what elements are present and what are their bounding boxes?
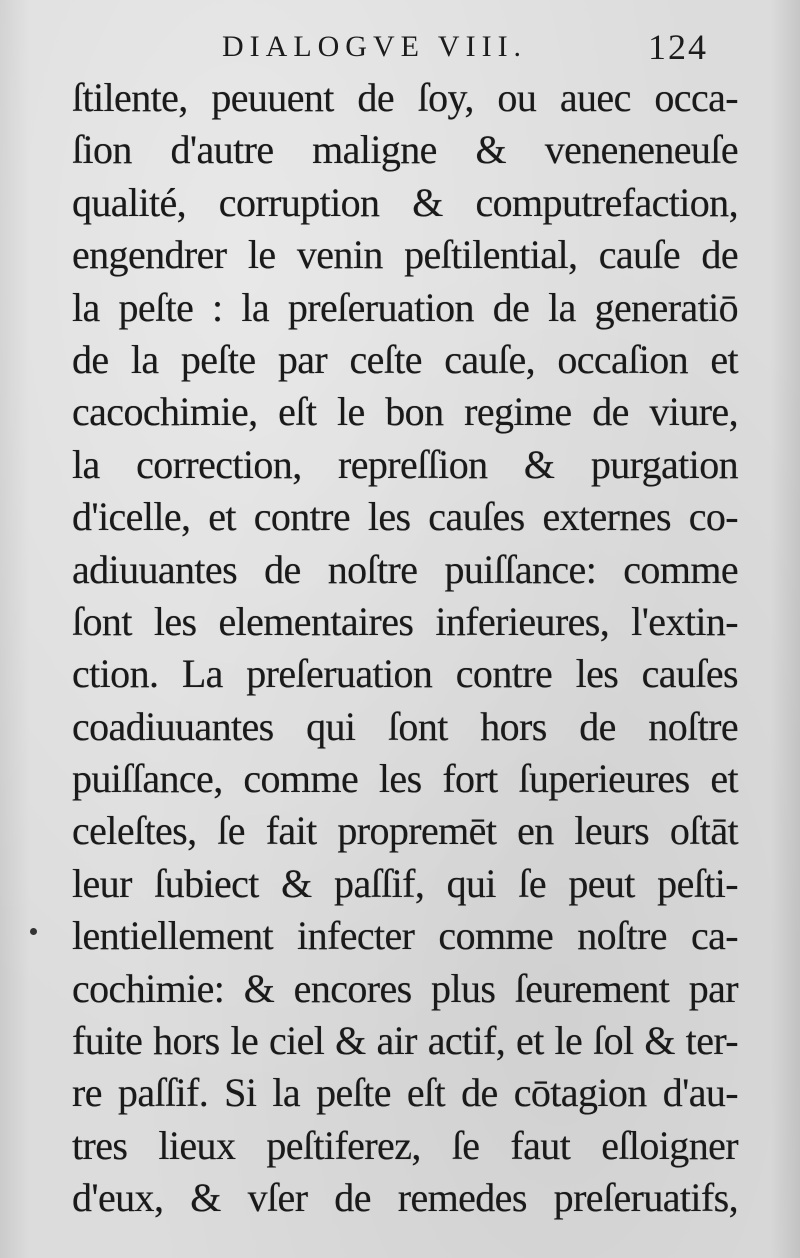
text-line: de la peſte par ceſte cauſe, occaſion et — [72, 336, 738, 382]
text-line: fuite hors le ciel & air actif, et le ſol & ter- — [72, 1018, 738, 1064]
text-line: adiuuantes de noſtre puiſſance: comme — [72, 546, 738, 592]
text-line: tres lieux peſtiferez, ſe faut eſloigner — [72, 1122, 738, 1168]
text-line: coadiuuantes qui ſont hors de noſtre — [72, 703, 738, 749]
text-line: puiſſance, comme les fort ſuperieures et — [72, 756, 738, 802]
margin-dot — [30, 928, 37, 935]
text-line: ction. La preſeruation contre les cauſes — [72, 651, 738, 697]
text-line: cacochimie, eſt le bon regime de viure, — [72, 389, 738, 435]
text-line: ſont les elementaires inferieures, l'extin- — [72, 598, 738, 644]
text-line: la correction, repreſſion & purgation — [72, 441, 738, 487]
page-number: 124 — [648, 27, 708, 67]
text-line: la peſte : la preſeruation de la generatiō — [72, 284, 738, 330]
text-line: ſtilente, peuuent de ſoy, ou auec occa- — [72, 75, 738, 120]
text-line: cochimie: & encores plus ſeurement par — [72, 965, 738, 1011]
text-line: engendrer le venin peſtilential, cauſe de — [72, 232, 738, 278]
text-line: celeſtes, ſe fait propremēt en leurs oſtāt — [72, 808, 738, 854]
running-title: DIALOGVE VIII. — [222, 30, 528, 63]
text-line: leur ſubiect & paſſif, qui ſe peut peſti- — [72, 860, 738, 906]
body-text — [72, 72, 738, 1225]
text-line: re paſſif. Si la peſte eſt de cōtagion d'au- — [72, 1070, 738, 1116]
text-line: d'icelle, et contre les cauſes externes co- — [72, 494, 738, 540]
text-line: qualité, corruption & computrefaction, — [72, 179, 738, 225]
text-line: ſion d'autre maligne & veneneneuſe — [72, 127, 738, 173]
running-head — [0, 26, 800, 70]
text-line: lentiellement infecter comme noſtre ca- — [72, 913, 738, 959]
text-line: d'eux, & vſer de remedes preſeruatifs, — [72, 1175, 738, 1221]
